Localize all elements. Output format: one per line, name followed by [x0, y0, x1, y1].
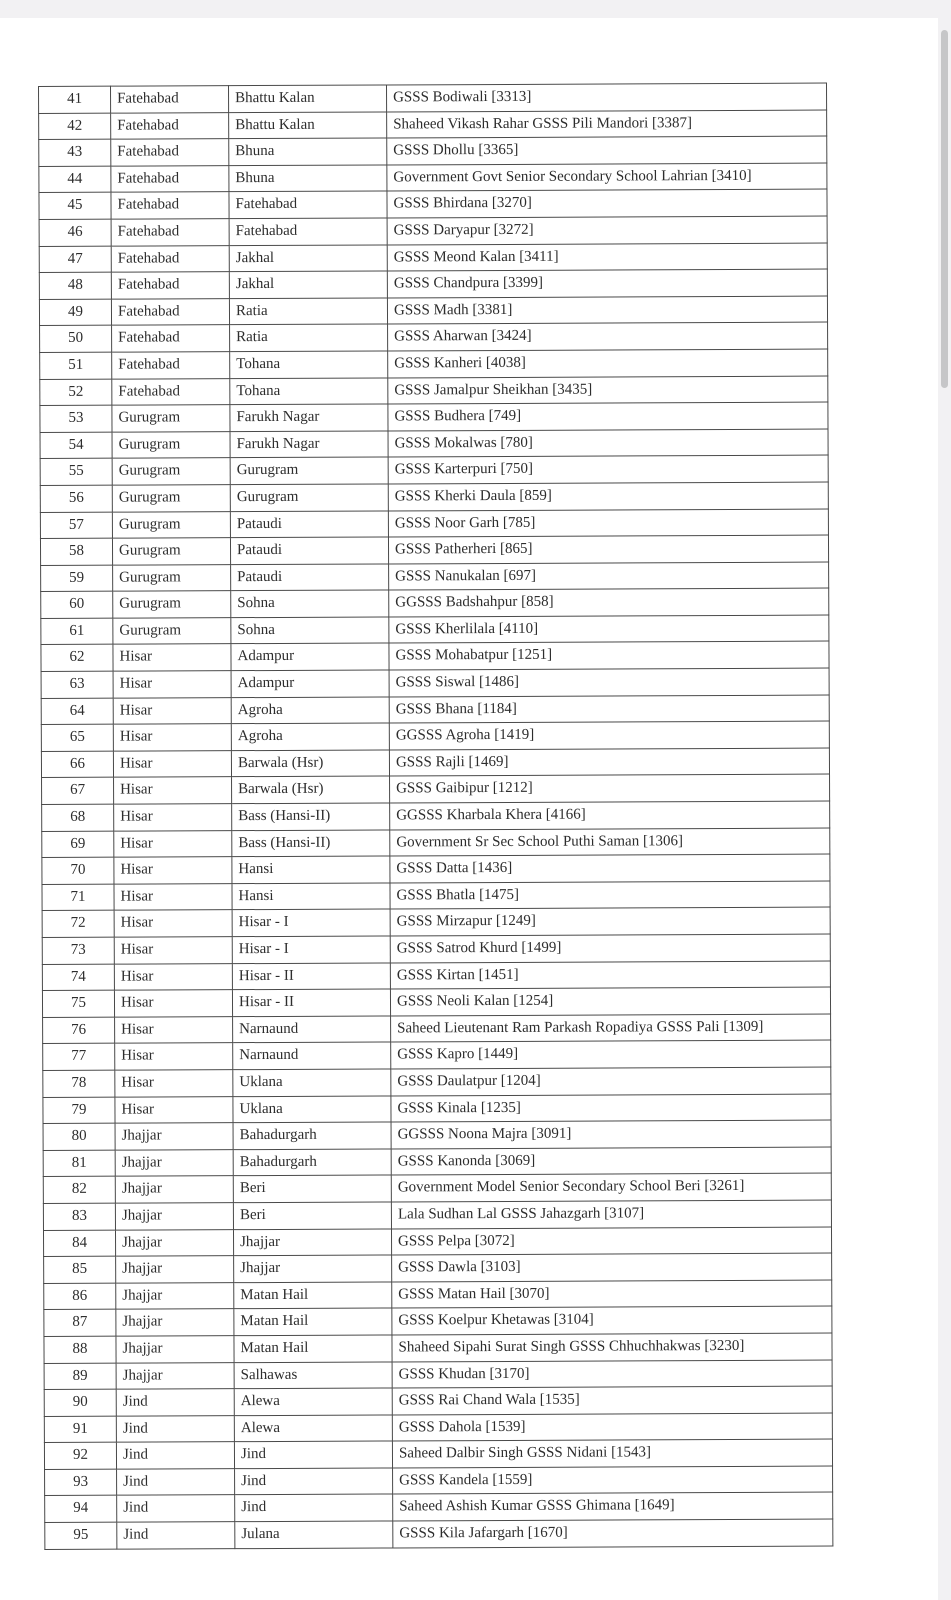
cell-sno: 69 — [42, 831, 114, 858]
table-row — [42, 801, 830, 831]
table-row — [43, 1040, 831, 1070]
cell-block: Hansi — [232, 856, 390, 883]
cell-sno: 74 — [42, 964, 114, 991]
cell-sno: 44 — [39, 166, 111, 193]
table-row — [42, 881, 830, 911]
cell-district: Jhajjar — [115, 1176, 233, 1203]
cell-sno: 49 — [39, 299, 111, 326]
cell-block: Jakhal — [229, 245, 387, 272]
cell-sno: 80 — [43, 1123, 115, 1150]
cell-district: Fatehabad — [111, 139, 229, 166]
cell-district: Jhajjar — [116, 1282, 234, 1309]
cell-sno: 43 — [39, 139, 111, 166]
cell-sno: 81 — [43, 1150, 115, 1177]
cell-sno: 92 — [44, 1442, 116, 1469]
cell-block: Bhattu Kalan — [229, 112, 387, 139]
cell-school: GSSS Daulatpur [1204] — [391, 1067, 831, 1096]
table-row — [44, 1333, 832, 1363]
cell-district: Jhajjar — [116, 1309, 234, 1336]
cell-sno: 58 — [40, 538, 112, 565]
cell-sno: 77 — [43, 1044, 115, 1071]
table-row — [40, 402, 828, 432]
table-row — [42, 828, 830, 858]
table-row — [40, 349, 828, 379]
cell-block: Jhajjar — [234, 1255, 392, 1282]
cell-district: Fatehabad — [111, 219, 229, 246]
table-row — [39, 269, 827, 299]
cell-district: Hisar — [113, 697, 231, 724]
cell-district: Hisar — [114, 963, 232, 990]
table-row — [40, 322, 828, 352]
cell-sno: 61 — [41, 618, 113, 645]
cell-district: Fatehabad — [112, 352, 230, 379]
cell-block: Bhattu Kalan — [229, 85, 387, 112]
table-row — [44, 1280, 832, 1310]
cell-district: Jind — [117, 1522, 235, 1549]
cell-district: Hisar — [115, 1096, 233, 1123]
school-list-table — [38, 83, 833, 1550]
cell-school: GSSS Nanukalan [697] — [389, 562, 829, 591]
cell-district: Jind — [117, 1495, 235, 1522]
document-page — [0, 18, 938, 1600]
cell-school: GSSS Datta [1436] — [390, 854, 830, 883]
cell-block: Bhuna — [229, 138, 387, 165]
cell-school: GSSS Kinala [1235] — [391, 1094, 831, 1123]
cell-school: GSSS Neoli Kalan [1254] — [390, 987, 830, 1016]
cell-sno: 95 — [45, 1522, 117, 1549]
cell-block: Sohna — [231, 590, 389, 617]
cell-sno: 83 — [43, 1203, 115, 1230]
cell-block: Narnaund — [233, 1042, 391, 1069]
cell-district: Gurugram — [113, 618, 231, 645]
cell-district: Fatehabad — [111, 112, 229, 139]
cell-block: Fatehabad — [229, 218, 387, 245]
cell-school: Government Model Senior Secondary School Beri [3261] — [391, 1173, 831, 1202]
table-row — [44, 1413, 832, 1443]
cell-sno: 63 — [41, 671, 113, 698]
table-row — [41, 615, 829, 645]
table-row — [41, 588, 829, 618]
table-row — [42, 987, 830, 1017]
cell-district: Hisar — [114, 804, 232, 831]
cell-block: Barwala (Hsr) — [232, 776, 390, 803]
table-row — [40, 429, 828, 459]
cell-sno: 76 — [43, 1017, 115, 1044]
cell-district: Jind — [116, 1389, 234, 1416]
cell-school: GSSS Rajli [1469] — [389, 748, 829, 777]
table-row — [44, 1253, 832, 1283]
cell-block: Jakhal — [229, 271, 387, 298]
cell-sno: 48 — [39, 272, 111, 299]
cell-block: Farukh Nagar — [230, 404, 388, 431]
cell-sno: 94 — [45, 1496, 117, 1523]
cell-block: Matan Hail — [234, 1282, 392, 1309]
cell-sno: 59 — [41, 565, 113, 592]
cell-sno: 66 — [41, 751, 113, 778]
table-row — [45, 1493, 833, 1523]
cell-school: GSSS Kirtan [1451] — [390, 961, 830, 990]
cell-school: Saheed Dalbir Singh GSSS Nidani [1543] — [392, 1439, 832, 1468]
cell-district: Jind — [117, 1469, 235, 1496]
cell-block: Adampur — [231, 643, 389, 670]
table-body — [39, 83, 833, 1549]
table-row — [39, 189, 827, 219]
cell-school: Saheed Ashish Kumar GSSS Ghimana [1649] — [393, 1493, 833, 1522]
cell-sno: 71 — [42, 884, 114, 911]
cell-school: GSSS Patherheri [865] — [388, 535, 828, 564]
cell-block: Uklana — [233, 1069, 391, 1096]
cell-district: Gurugram — [112, 458, 230, 485]
cell-district: Gurugram — [113, 591, 231, 618]
cell-sno: 46 — [39, 219, 111, 246]
cell-school: GSSS Dawla [3103] — [392, 1253, 832, 1282]
table-row — [41, 562, 829, 592]
cell-school: GSSS Meond Kalan [3411] — [387, 243, 827, 272]
cell-school: GSSS Koelpur Khetawas [3104] — [392, 1306, 832, 1335]
cell-district: Jind — [116, 1415, 234, 1442]
table-row — [40, 376, 828, 406]
cell-district: Jhajjar — [115, 1203, 233, 1230]
cell-sno: 64 — [41, 698, 113, 725]
cell-district: Gurugram — [112, 405, 230, 432]
cell-block: Farukh Nagar — [230, 431, 388, 458]
cell-school: GSSS Budhera [749] — [388, 402, 828, 431]
cell-block: Beri — [233, 1175, 391, 1202]
cell-school: GGSSS Noona Majra [3091] — [391, 1120, 831, 1149]
table-row — [43, 1200, 831, 1230]
cell-district: Jhajjar — [116, 1362, 234, 1389]
cell-school: Shaheed Sipahi Surat Singh GSSS Chhuchhakwas [3230] — [392, 1333, 832, 1362]
cell-block: Bass (Hansi-II) — [232, 803, 390, 830]
cell-district: Hisar — [113, 724, 231, 751]
table-row — [41, 668, 829, 698]
cell-district: Hisar — [114, 777, 232, 804]
cell-school: GSSS Kherlilala [4110] — [389, 615, 829, 644]
cell-sno: 47 — [39, 246, 111, 273]
cell-school: GGSSS Badshahpur [858] — [389, 588, 829, 617]
cell-district: Jhajjar — [115, 1123, 233, 1150]
cell-sno: 68 — [42, 804, 114, 831]
cell-sno: 55 — [40, 458, 112, 485]
cell-school: GSSS Madh [3381] — [387, 296, 827, 325]
cell-block: Jind — [235, 1468, 393, 1495]
cell-district: Hisar — [113, 751, 231, 778]
cell-sno: 45 — [39, 193, 111, 220]
table-row — [40, 482, 828, 512]
cell-sno: 67 — [42, 778, 114, 805]
cell-school: GSSS Chandpura [3399] — [387, 269, 827, 298]
table-row — [44, 1386, 832, 1416]
cell-district: Gurugram — [113, 564, 231, 591]
cell-block: Bhuna — [229, 165, 387, 192]
cell-district: Gurugram — [112, 431, 230, 458]
table-row — [41, 748, 829, 778]
cell-block: Narnaund — [233, 1016, 391, 1043]
cell-block: Ratia — [229, 298, 387, 325]
cell-block: Fatehabad — [229, 191, 387, 218]
cell-school: Government Govt Senior Secondary School Lahrian [3410] — [387, 163, 827, 192]
cell-district: Jhajjar — [115, 1149, 233, 1176]
cell-school: GSSS Kherki Daula [859] — [388, 482, 828, 511]
cell-sno: 89 — [44, 1363, 116, 1390]
cell-school: GSSS Karterpuri [750] — [388, 455, 828, 484]
table-row — [41, 695, 829, 725]
table-row — [43, 1094, 831, 1124]
cell-district: Hisar — [114, 937, 232, 964]
cell-block: Tohana — [230, 378, 388, 405]
cell-block: Uklana — [233, 1096, 391, 1123]
cell-school: GSSS Jamalpur Sheikhan [3435] — [388, 376, 828, 405]
cell-district: Fatehabad — [111, 272, 229, 299]
cell-district: Hisar — [115, 1016, 233, 1043]
cell-sno: 50 — [40, 326, 112, 353]
table-row — [39, 163, 827, 193]
table-row — [44, 1360, 832, 1390]
cell-block: Julana — [235, 1521, 393, 1548]
cell-block: Tohana — [230, 351, 388, 378]
cell-school: GSSS Daryapur [3272] — [387, 216, 827, 245]
cell-block: Hisar - II — [232, 963, 390, 990]
cell-sno: 56 — [40, 485, 112, 512]
cell-block: Pataudi — [230, 510, 388, 537]
table-row — [39, 216, 827, 246]
cell-school: GSSS Matan Hail [3070] — [392, 1280, 832, 1309]
cell-district: Fatehabad — [112, 378, 230, 405]
cell-sno: 78 — [43, 1070, 115, 1097]
table-row — [40, 509, 828, 539]
cell-district: Hisar — [115, 1070, 233, 1097]
cell-sno: 52 — [40, 379, 112, 406]
cell-sno: 79 — [43, 1097, 115, 1124]
cell-school: GSSS Kandela [1559] — [393, 1466, 833, 1495]
cell-sno: 93 — [45, 1469, 117, 1496]
cell-block: Hansi — [232, 883, 390, 910]
cell-sno: 73 — [42, 937, 114, 964]
table-row — [40, 455, 828, 485]
cell-block: Hisar - I — [232, 936, 390, 963]
cell-school: GSSS Kanonda [3069] — [391, 1147, 831, 1176]
cell-block: Alewa — [234, 1388, 392, 1415]
cell-district: Fatehabad — [111, 298, 229, 325]
cell-sno: 53 — [40, 405, 112, 432]
cell-district: Gurugram — [112, 538, 230, 565]
cell-school: GSSS Rai Chand Wala [1535] — [392, 1386, 832, 1415]
cell-sno: 70 — [42, 857, 114, 884]
cell-district: Fatehabad — [111, 192, 229, 219]
table-row — [42, 907, 830, 937]
cell-sno: 86 — [44, 1283, 116, 1310]
cell-school: GSSS Siswal [1486] — [389, 668, 829, 697]
cell-block: Jhajjar — [233, 1228, 391, 1255]
cell-block: Agroha — [231, 697, 389, 724]
cell-block: Gurugram — [230, 457, 388, 484]
table-row — [42, 854, 830, 884]
cell-sno: 51 — [40, 352, 112, 379]
table-row — [43, 1014, 831, 1044]
cell-block: Barwala (Hsr) — [231, 750, 389, 777]
cell-block: Bahadurgarh — [233, 1149, 391, 1176]
cell-district: Hisar — [115, 1043, 233, 1070]
cell-block: Hisar - I — [232, 909, 390, 936]
cell-district: Hisar — [114, 857, 232, 884]
table-row — [41, 642, 829, 672]
table-row — [43, 1173, 831, 1203]
cell-school: GSSS Mokalwas [780] — [388, 429, 828, 458]
cell-sno: 54 — [40, 432, 112, 459]
table-row — [43, 1067, 831, 1097]
cell-school: GSSS Pelpa [3072] — [391, 1227, 831, 1256]
cell-school: GGSSS Kharbala Khera [4166] — [390, 801, 830, 830]
cell-block: Adampur — [231, 670, 389, 697]
cell-school: GSSS Aharwan [3424] — [388, 322, 828, 351]
cell-sno: 84 — [43, 1230, 115, 1257]
cell-block: Matan Hail — [234, 1335, 392, 1362]
cell-district: Fatehabad — [111, 165, 229, 192]
cell-sno: 82 — [43, 1177, 115, 1204]
cell-school: GSSS Satrod Khurd [1499] — [390, 934, 830, 963]
table-row — [44, 1306, 832, 1336]
table-row — [43, 1120, 831, 1150]
cell-sno: 90 — [44, 1389, 116, 1416]
table-row — [45, 1466, 833, 1496]
cell-school: Saheed Lieutenant Ram Parkash Ropadiya GSSS Pali [1309] — [391, 1014, 831, 1043]
cell-block: Ratia — [230, 324, 388, 351]
cell-school: GSSS Bhana [1184] — [389, 695, 829, 724]
cell-district: Gurugram — [112, 485, 230, 512]
cell-district: Fatehabad — [111, 86, 229, 113]
cell-sno: 85 — [44, 1256, 116, 1283]
cell-school: Lala Sudhan Lal GSSS Jahazgarh [3107] — [391, 1200, 831, 1229]
cell-district: Hisar — [113, 644, 231, 671]
cell-school: GSSS Khudan [3170] — [392, 1360, 832, 1389]
cell-school: Shaheed Vikash Rahar GSSS Pili Mandori [3387] — [387, 110, 827, 139]
cell-sno: 65 — [41, 724, 113, 751]
cell-district: Jhajjar — [116, 1336, 234, 1363]
cell-block: Pataudi — [230, 537, 388, 564]
cell-school: Government Sr Sec School Puthi Saman [1306] — [390, 828, 830, 857]
cell-block: Pataudi — [231, 564, 389, 591]
cell-sno: 75 — [42, 990, 114, 1017]
cell-district: Hisar — [114, 990, 232, 1017]
table-row — [45, 1519, 833, 1549]
cell-school: GGSSS Agroha [1419] — [389, 721, 829, 750]
cell-district: Hisar — [114, 910, 232, 937]
cell-sno: 88 — [44, 1336, 116, 1363]
cell-block: Alewa — [234, 1415, 392, 1442]
cell-sno: 42 — [39, 113, 111, 140]
cell-school: GSSS Bhirdana [3270] — [387, 189, 827, 218]
cell-block: Bass (Hansi-II) — [232, 830, 390, 857]
cell-sno: 62 — [41, 645, 113, 672]
table-row — [39, 110, 827, 140]
cell-school: GSSS Bodiwali [3313] — [386, 83, 826, 112]
cell-block: Gurugram — [230, 484, 388, 511]
cell-block: Sohna — [231, 617, 389, 644]
cell-sno: 60 — [41, 591, 113, 618]
table-row — [39, 136, 827, 166]
cell-district: Jhajjar — [115, 1229, 233, 1256]
cell-school: GSSS Dahola [1539] — [392, 1413, 832, 1442]
cell-school: GSSS Bhatla [1475] — [390, 881, 830, 910]
cell-sno: 91 — [44, 1416, 116, 1443]
table-row — [42, 774, 830, 804]
table-row — [39, 296, 827, 326]
scrollbar-thumb[interactable] — [941, 30, 948, 388]
table-row — [43, 1227, 831, 1257]
cell-district: Fatehabad — [111, 245, 229, 272]
cell-block: Jind — [235, 1494, 393, 1521]
cell-district: Hisar — [114, 883, 232, 910]
cell-district: Hisar — [113, 671, 231, 698]
table-row — [44, 1439, 832, 1469]
cell-school: GSSS Gaibipur [1212] — [390, 774, 830, 803]
cell-school: GSSS Kanheri [4038] — [388, 349, 828, 378]
cell-school: GSSS Kapro [1449] — [391, 1040, 831, 1069]
table-row — [40, 535, 828, 565]
cell-school: GSSS Noor Garh [785] — [388, 509, 828, 538]
cell-block: Matan Hail — [234, 1308, 392, 1335]
cell-sno: 72 — [42, 911, 114, 938]
cell-school: GSSS Mirzapur [1249] — [390, 907, 830, 936]
cell-block: Bahadurgarh — [233, 1122, 391, 1149]
cell-school: GSSS Mohabatpur [1251] — [389, 642, 829, 671]
table-row — [42, 961, 830, 991]
cell-sno: 41 — [39, 86, 111, 113]
cell-sno: 87 — [44, 1309, 116, 1336]
cell-block: Jind — [234, 1441, 392, 1468]
cell-sno: 57 — [40, 512, 112, 539]
table-row — [42, 934, 830, 964]
cell-district: Hisar — [114, 830, 232, 857]
cell-district: Gurugram — [112, 511, 230, 538]
table-row — [39, 83, 827, 113]
cell-district: Fatehabad — [112, 325, 230, 352]
cell-block: Beri — [233, 1202, 391, 1229]
table-row — [43, 1147, 831, 1177]
table-row — [39, 243, 827, 273]
cell-school: GSSS Dhollu [3365] — [387, 136, 827, 165]
cell-district: Jhajjar — [116, 1256, 234, 1283]
cell-block: Salhawas — [234, 1361, 392, 1388]
cell-school: GSSS Kila Jafargarh [1670] — [393, 1519, 833, 1548]
table-row — [41, 721, 829, 751]
cell-block: Hisar - II — [232, 989, 390, 1016]
cell-district: Jind — [116, 1442, 234, 1469]
cell-block: Agroha — [231, 723, 389, 750]
